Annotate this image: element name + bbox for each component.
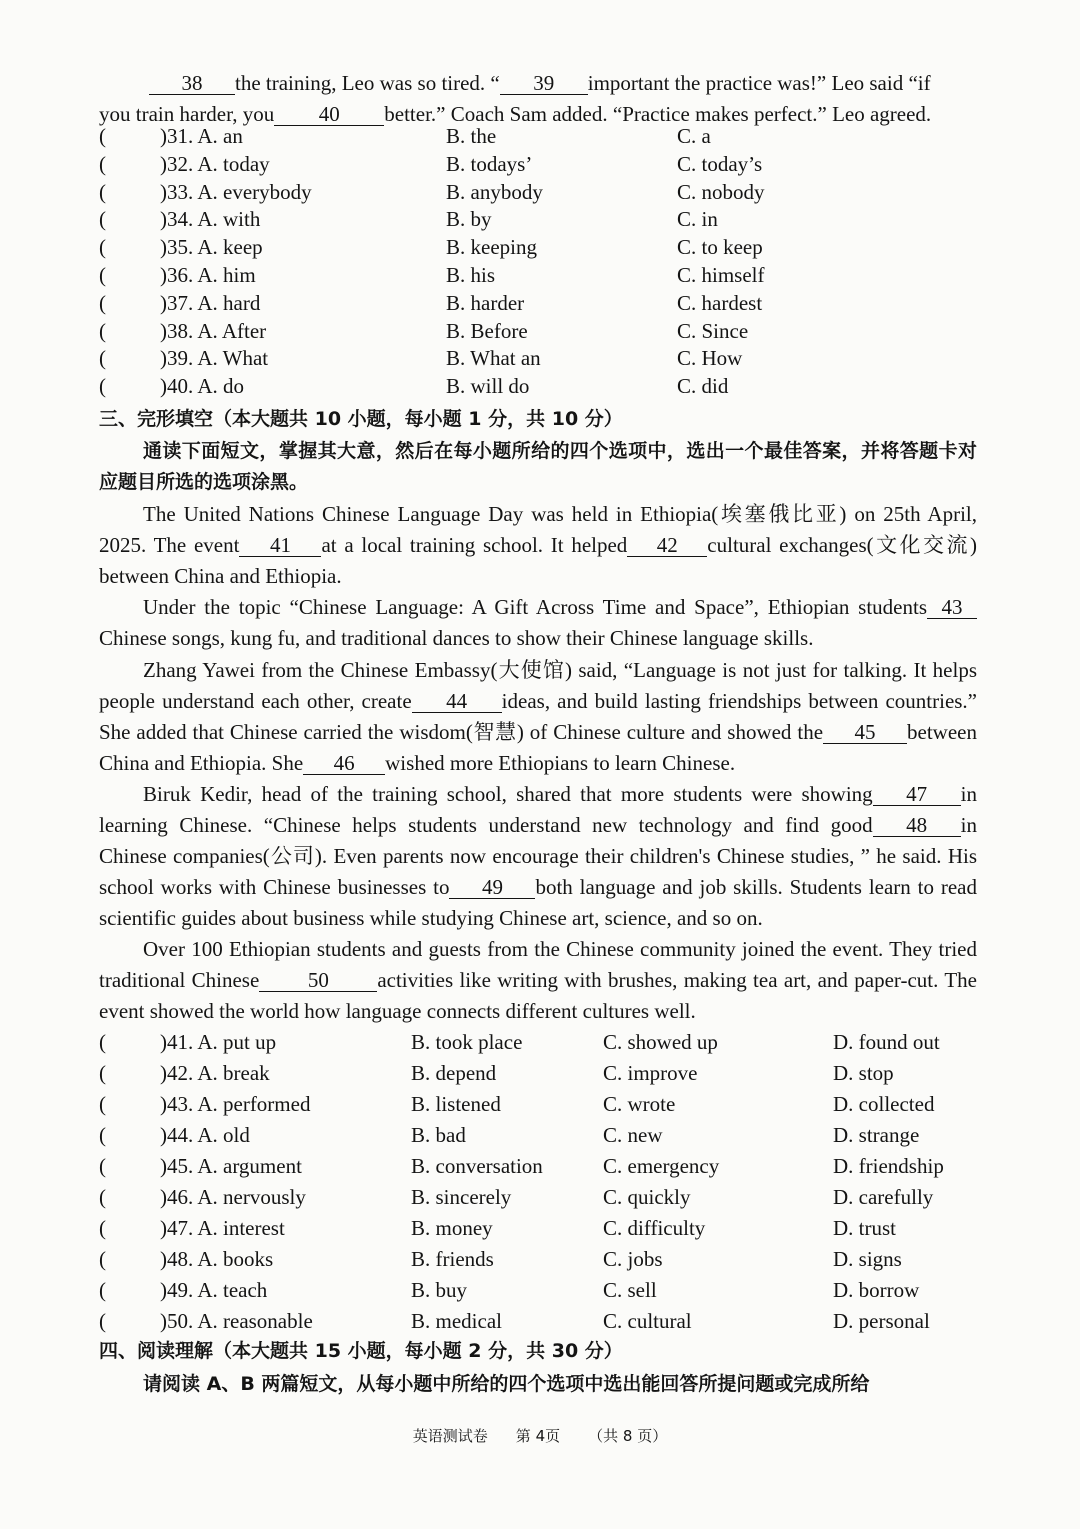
option-d: D. strange: [833, 1123, 920, 1147]
question-option-a: )31. A. an: [160, 124, 243, 148]
option-b: B. harder: [446, 290, 525, 315]
footer-page: 第 4页: [515, 1427, 561, 1445]
option-c: C. Since: [677, 318, 749, 343]
blank-40: 40: [274, 103, 384, 126]
option-d: D. borrow: [833, 1278, 920, 1302]
option-c: C. today’s: [677, 151, 763, 176]
option-c: C. quickly: [603, 1185, 691, 1209]
text: both language and job skills. Students learn to read scientific guides about business while studying Chinese art, science, and so on.: [99, 875, 977, 930]
blank-43: 43: [927, 596, 977, 619]
footer-total: （共 8 页）: [588, 1427, 668, 1445]
option-b: B. will do: [446, 374, 530, 399]
option-c: C. in: [677, 207, 718, 232]
answer-paren: (: [99, 124, 106, 148]
option-b: B. by: [446, 207, 492, 232]
answer-paren: (: [99, 1278, 106, 1302]
question-option-a: )50. A. reasonable: [160, 1309, 313, 1333]
answer-paren: (: [99, 1185, 106, 1209]
passage-top-line1: [99, 68, 977, 99]
text: at a local training school. It helped: [321, 533, 628, 557]
text: wished more Ethiopians to learn Chinese.: [385, 751, 736, 775]
option-d: D. signs: [833, 1247, 902, 1271]
answer-paren: (: [99, 207, 106, 232]
text: Zhang Yawei from the Chinese Embassy(大使馆) said, “Language is not just for talking. It helps people understand each other, create: [99, 658, 977, 713]
blank-38: 38: [149, 72, 235, 95]
option-c: C. new: [603, 1123, 663, 1147]
option-d: D. collected: [833, 1092, 935, 1116]
blank-42: 42: [627, 534, 707, 557]
text: Chinese songs, kung fu, and traditional dances to show their Chinese language skills.: [99, 626, 814, 650]
option-b: B. took place: [411, 1030, 523, 1054]
option-c: C. hardest: [677, 290, 763, 315]
text: in learning Chinese. “Chinese helps students understand new technology and find good: [99, 782, 977, 837]
option-c: C. cultural: [603, 1309, 692, 1333]
question-option-a: )40. A. do: [160, 374, 244, 399]
option-c: C. himself: [677, 263, 765, 287]
blank-49: 49: [449, 876, 535, 899]
footer-subject: 英语测试卷: [412, 1427, 488, 1445]
option-b: B. buy: [411, 1278, 468, 1302]
section3-title: 三、完形填空（本大题共 10 小题，每小题 1 分，共 10 分）: [99, 408, 623, 430]
question-option-a: )37. A. hard: [160, 290, 261, 315]
passage-paragraph-5: [99, 934, 977, 1027]
question-option-a: )32. A. today: [160, 151, 270, 176]
blank-47: 47: [873, 783, 961, 806]
blank-45: 45: [823, 721, 907, 744]
option-c: C. showed up: [603, 1030, 718, 1054]
text: in Chinese companies(公司). Even parents now encourage their children's Chinese studies, ” he said. His school works with Chinese businesses to: [99, 813, 977, 899]
text: cultural exchanges(文化交流) between China and Ethiopia.: [99, 533, 977, 588]
text: Under the topic “Chinese Language: A Gift Across Time and Space”, Ethiopian students: [143, 595, 927, 619]
text: The United Nations Chinese Language Day was held in Ethiopia(埃塞俄比亚) on 25th April, 2025. The event: [99, 502, 977, 557]
option-c: C. a: [677, 124, 711, 148]
blank-39: 39: [500, 72, 588, 95]
option-c: C. difficulty: [603, 1216, 706, 1240]
answer-paren: (: [99, 1092, 106, 1116]
option-d: D. found out: [833, 1030, 940, 1054]
blank-41: 41: [239, 534, 321, 557]
answer-paren: (: [99, 318, 106, 343]
section4-instruction: 请阅读 A、B 两篇短文，从每小题中所给的四个选项中选出能回答所提问题或完成所给: [143, 1373, 870, 1395]
question-option-a: )44. A. old: [160, 1123, 250, 1147]
option-b: B. medical: [411, 1309, 502, 1333]
page-footer: [0, 1425, 1080, 1447]
answer-paren: (: [99, 1061, 106, 1085]
blank-44: 44: [412, 690, 502, 713]
blank-50: 50: [259, 969, 377, 992]
passage-paragraph-1: [99, 499, 977, 592]
option-b: B. conversation: [411, 1154, 543, 1178]
option-b: B. What an: [446, 346, 541, 371]
option-c: C. jobs: [603, 1247, 663, 1271]
passage-paragraph-3: [99, 655, 977, 779]
answer-paren: (: [99, 1309, 106, 1333]
option-c: C. How: [677, 346, 743, 371]
answer-paren: (: [99, 374, 106, 399]
option-b: B. friends: [411, 1247, 494, 1271]
question-option-a: )49. A. teach: [160, 1278, 268, 1302]
question-option-a: )42. A. break: [160, 1061, 270, 1085]
option-b: B. depend: [411, 1061, 497, 1085]
text: between China and Ethiopia. She: [99, 720, 977, 775]
question-option-a: )43. A. performed: [160, 1092, 311, 1116]
question-option-a: )39. A. What: [160, 346, 269, 371]
option-b: B. anybody: [446, 179, 543, 204]
option-c: C. to keep: [677, 235, 763, 260]
option-c: C. improve: [603, 1061, 698, 1085]
question-option-a: )38. A. After: [160, 318, 267, 343]
option-b: B. sincerely: [411, 1185, 512, 1209]
question-option-a: )36. A. him: [160, 263, 256, 287]
blank-46: 46: [303, 752, 385, 775]
answer-paren: (: [99, 346, 106, 371]
option-d: D. stop: [833, 1061, 894, 1085]
question-option-a: )48. A. books: [160, 1247, 274, 1271]
text: the training, Leo was so tired. “: [235, 71, 500, 95]
answer-paren: (: [99, 1247, 106, 1271]
answer-paren: (: [99, 235, 106, 260]
question-option-a: )35. A. keep: [160, 235, 263, 260]
question-option-a: )41. A. put up: [160, 1030, 277, 1054]
option-c: C. wrote: [603, 1092, 676, 1116]
text: you train harder, you: [99, 102, 275, 126]
question-option-a: )47. A. interest: [160, 1216, 285, 1240]
option-b: B. the: [446, 124, 497, 148]
option-b: B. money: [411, 1216, 493, 1240]
blank-48: 48: [873, 814, 961, 837]
answer-paren: (: [99, 290, 106, 315]
option-c: C. emergency: [603, 1154, 720, 1178]
option-c: C. sell: [603, 1278, 657, 1302]
section4-title: 四、阅读理解（本大题共 15 小题，每小题 2 分，共 30 分）: [99, 1340, 623, 1362]
answer-paren: (: [99, 151, 106, 176]
answer-paren: (: [99, 263, 106, 287]
option-b: B. bad: [411, 1123, 466, 1147]
question-option-a: )33. A. everybody: [160, 179, 312, 204]
option-c: C. nobody: [677, 179, 765, 204]
answer-paren: (: [99, 1123, 106, 1147]
option-b: B. Before: [446, 318, 528, 343]
answer-paren: (: [99, 1030, 106, 1054]
question-option-a: )34. A. with: [160, 207, 261, 232]
text: Over 100 Ethiopian students and guests from the Chinese community joined the event. They tried traditional Chinese: [99, 937, 977, 992]
option-b: B. his: [446, 263, 496, 287]
passage-paragraph-2: [99, 592, 977, 654]
option-d: D. trust: [833, 1216, 896, 1240]
section3-instruction: 通读下面短文，掌握其大意，然后在每小题所给的四个选项中，选出一个最佳答案，并将答题卡对应题目所选的选项涂黑。: [99, 440, 977, 493]
option-b: B. keeping: [446, 235, 537, 260]
option-c: C. did: [677, 374, 729, 399]
option-d: D. personal: [833, 1309, 930, 1333]
passage-paragraph-4: [99, 779, 977, 934]
text: better.” Coach Sam added. “Practice makes perfect.” Leo agreed.: [384, 102, 932, 126]
answer-paren: (: [99, 1154, 106, 1178]
option-b: B. todays’: [446, 151, 533, 176]
answer-paren: (: [99, 179, 106, 204]
text: Biruk Kedir, head of the training school, shared that more students were showing: [143, 782, 873, 806]
text: ideas, and build lasting friendships between countries.” She added that Chinese carried the wisdom(智慧) of Chinese culture and showed the: [99, 689, 978, 744]
text: activities like writing with brushes, making tea art, and paper-cut. The event showed the world how language connects different cultures well.: [99, 968, 977, 1023]
text: important the practice was!” Leo said “if: [587, 71, 931, 95]
question-option-a: )46. A. nervously: [160, 1185, 306, 1209]
question-option-a: )45. A. argument: [160, 1154, 302, 1178]
option-d: D. carefully: [833, 1185, 934, 1209]
answer-paren: (: [99, 1216, 106, 1240]
passage-top: [99, 68, 977, 130]
option-b: B. listened: [411, 1092, 501, 1116]
option-d: D. friendship: [833, 1154, 944, 1178]
